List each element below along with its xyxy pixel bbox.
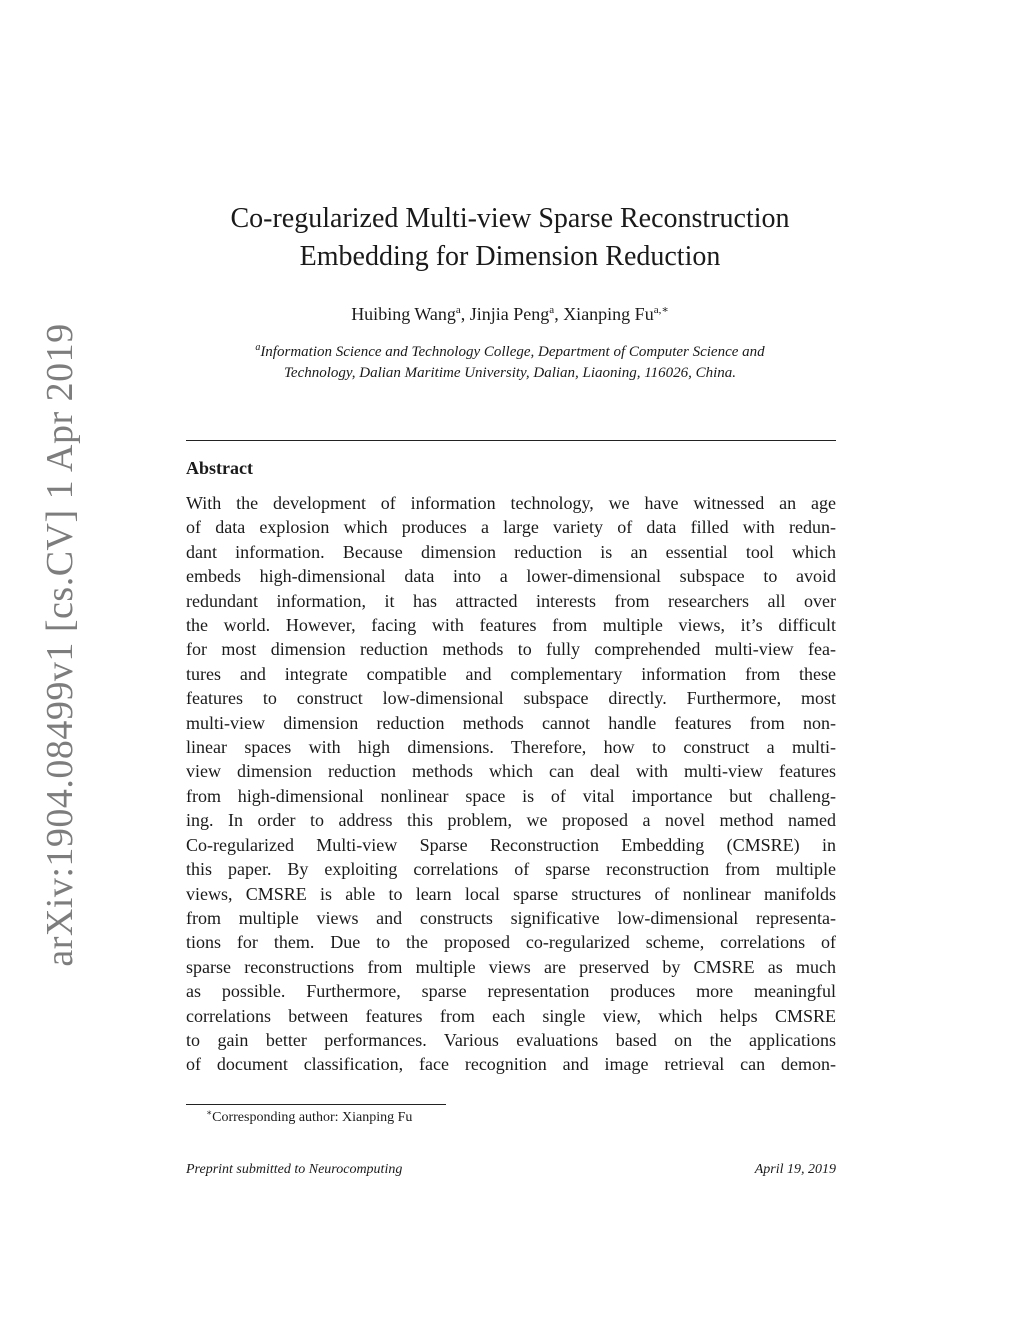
- abstract-line: dant information. Because dimension reduction is an essential tool which: [186, 541, 836, 562]
- author-name: Xianping Fu: [563, 304, 654, 324]
- abstract-line: linear spaces with high dimensions. Therefore, how to construct a multi-: [186, 737, 836, 758]
- abstract-line: ing. In order to address this problem, we proposed a novel method named: [186, 810, 836, 831]
- footnote-mark: ∗: [206, 1107, 213, 1118]
- affiliation-mark: a: [255, 342, 261, 353]
- abstract-line: of document classification, face recognition and image retrieval can demon-: [186, 1054, 836, 1075]
- abstract-line: correlations between features from each single view, which helps CMSRE: [186, 1005, 836, 1026]
- abstract-line: views, CMSRE is able to learn local sparse structures of nonlinear manifolds: [186, 883, 836, 904]
- affiliation-line-1: [160, 342, 860, 363]
- author-affiliation-mark: a,∗: [653, 304, 669, 316]
- abstract-line: from high-dimensional nonlinear space is of vital importance but challeng-: [186, 785, 836, 806]
- affiliation-line-2: Technology, Dalian Maritime University, Dalian, Liaoning, 116026, China.: [283, 365, 737, 381]
- preprint-venue: Preprint submitted to Neurocomputing: [186, 1162, 403, 1177]
- author-separator: ,: [554, 304, 564, 324]
- paper-title: [160, 200, 860, 276]
- author-list: [160, 304, 860, 325]
- abstract-line: to gain better performances. Various evaluations based on the applications: [186, 1029, 836, 1050]
- abstract-line: With the development of information technology, we have witnessed an age: [186, 493, 836, 513]
- abstract-line: embeds high-dimensional data into a lower-dimensional subspace to avoid: [186, 566, 836, 587]
- abstract-heading: Abstract: [186, 458, 253, 478]
- author-name: Huibing Wang: [351, 304, 456, 324]
- author-separator: ,: [460, 304, 470, 324]
- abstract-line: this paper. By exploiting correlations of sparse reconstruction from multiple: [186, 859, 836, 880]
- abstract-line: tions for them. Due to the proposed co-regularized scheme, correlations of: [186, 932, 836, 953]
- arxiv-identifier-stamp: arXiv:1904.08499v1 [cs.CV] 1 Apr 2019: [39, 323, 81, 967]
- footnote-rule: [186, 1104, 446, 1105]
- abstract-line: of data explosion which produces a large variety of data filled with redun-: [186, 517, 836, 538]
- affiliation-text: Information Science and Technology College, Department of Computer Science and: [260, 344, 765, 360]
- abstract-line: tures and integrate compatible and complementary information from these: [186, 663, 836, 684]
- abstract-line: Co-regularized Multi-view Sparse Reconstruction Embedding (CMSRE) in: [186, 834, 836, 855]
- abstract-line: multi-view dimension reduction methods cannot handle features from non-: [186, 712, 836, 733]
- abstract-line: view dimension reduction methods which can deal with multi-view features: [186, 761, 836, 782]
- abstract-body: [186, 491, 836, 1077]
- preprint-date: April 19, 2019: [754, 1162, 836, 1177]
- paper-title-line-2: Embedding for Dimension Reduction: [299, 241, 721, 272]
- affiliation: [160, 342, 860, 384]
- paper-title-line-1: Co-regularized Multi-view Sparse Reconstruction: [230, 203, 790, 234]
- abstract-line: sparse reconstructions from multiple views are preserved by CMSRE as much: [186, 956, 836, 977]
- abstract-top-rule: [186, 440, 836, 441]
- abstract-line: the world. However, facing with features from multiple views, it’s difficult: [186, 615, 836, 636]
- abstract-line: as possible. Furthermore, sparse representation produces more meaningful: [186, 981, 836, 1002]
- abstract-line: redundant information, it has attracted interests from researchers all over: [186, 590, 836, 611]
- author-affiliation-mark: a: [549, 304, 555, 316]
- footnote-text: Corresponding author: Xianping Fu: [212, 1110, 413, 1125]
- abstract-line: for most dimension reduction methods to fully comprehended multi-view fea-: [186, 639, 836, 660]
- corresponding-author-footnote: [206, 1107, 413, 1126]
- author-affiliation-mark: a: [455, 304, 461, 316]
- author-name: Jinjia Peng: [469, 304, 550, 324]
- abstract-line: features to construct low-dimensional subspace directly. Furthermore, most: [186, 688, 836, 709]
- abstract-line: from multiple views and constructs significative low-dimensional representa-: [186, 907, 836, 928]
